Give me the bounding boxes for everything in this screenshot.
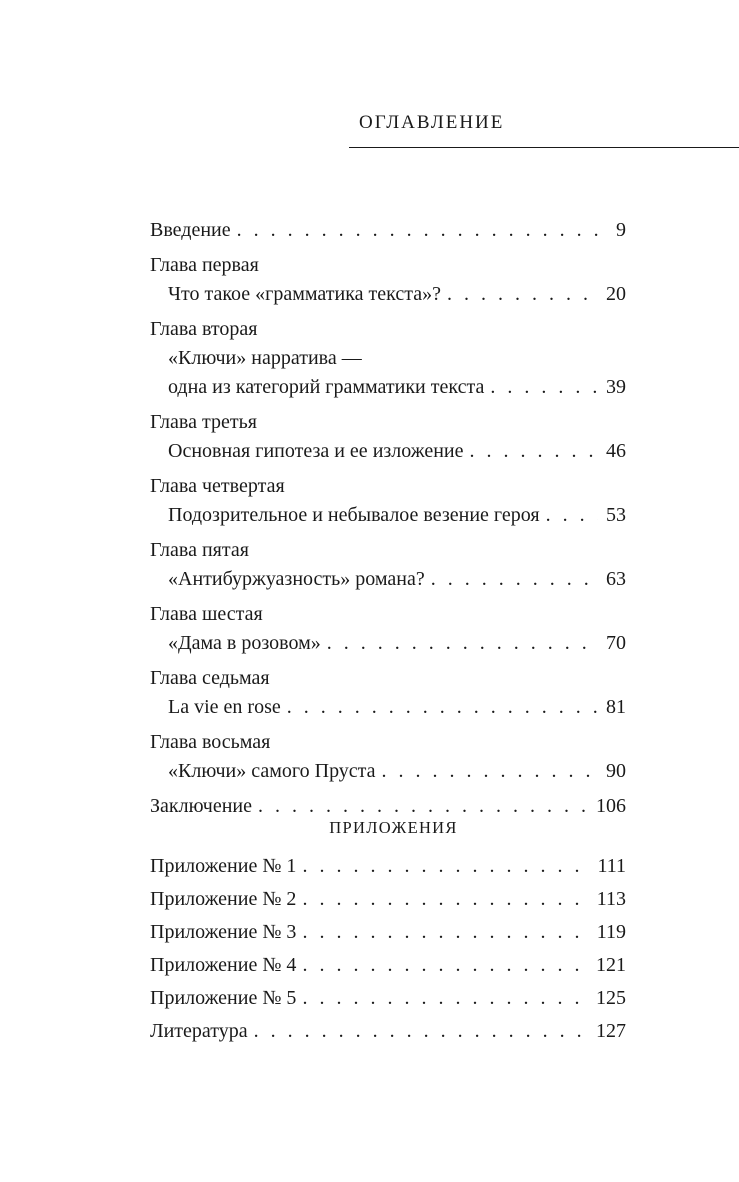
toc-entry-chapter-6[interactable] xyxy=(150,600,626,658)
appendix-title: Приложение № 5 xyxy=(150,987,297,1009)
appendix-heading: ПРИЛОЖЕНИЯ xyxy=(329,818,458,837)
toc-page-number: 63 xyxy=(606,568,626,590)
appendix-title: Литература xyxy=(150,1020,248,1042)
appendix-title: Приложение № 1 xyxy=(150,855,297,877)
page-title: ОГЛАВЛЕНИЕ xyxy=(359,112,505,133)
toc-page-number: 106 xyxy=(596,795,626,817)
title-rule xyxy=(349,147,739,148)
appendix-page-number: 127 xyxy=(596,1020,626,1042)
dot-leader xyxy=(327,629,598,658)
appendix-title: Приложение № 3 xyxy=(150,921,297,943)
toc-chapter-label: Глава седьмая xyxy=(150,667,270,689)
appendix-page-number: 113 xyxy=(596,888,626,910)
dot-leader xyxy=(302,984,584,1013)
toc-chapter-label: Глава третья xyxy=(150,411,257,433)
dot-leader xyxy=(302,852,584,881)
dot-leader xyxy=(302,918,584,947)
dot-leader xyxy=(237,216,598,245)
toc-chapter-label: Глава первая xyxy=(150,254,259,276)
toc-page-number: 81 xyxy=(606,696,626,718)
toc-entry-title: Подозрительное и небывалое везение героя xyxy=(168,504,540,526)
toc-chapter-label: Глава восьмая xyxy=(150,731,271,753)
toc-entry-title: одна из категорий грамматики текста xyxy=(168,376,485,398)
appendix-page-number: 119 xyxy=(596,921,626,943)
table-of-contents xyxy=(150,216,626,827)
toc-entry-title: La vie en rose xyxy=(168,696,281,718)
dot-leader xyxy=(287,693,598,722)
appendix-entry-literature[interactable] xyxy=(150,1017,626,1050)
toc-entry-chapter-2[interactable] xyxy=(150,315,626,402)
toc-page-number: 53 xyxy=(606,504,626,526)
toc-entry-chapter-4[interactable] xyxy=(150,472,626,530)
toc-entry-title: Основная гипотеза и ее изложение xyxy=(168,440,464,462)
toc-page-number: 39 xyxy=(606,376,626,398)
dot-leader xyxy=(490,373,598,402)
toc-entry-chapter-5[interactable] xyxy=(150,536,626,594)
toc-entry-chapter-8[interactable] xyxy=(150,728,626,786)
toc-page-number: 70 xyxy=(606,632,626,654)
toc-entry-title: «Антибуржуазность» романа? xyxy=(168,568,425,590)
dot-leader xyxy=(258,792,590,821)
dot-leader xyxy=(546,501,598,530)
dot-leader xyxy=(470,437,599,466)
toc-chapter-label: Глава вторая xyxy=(150,318,258,340)
appendix-page-number: 121 xyxy=(596,954,626,976)
appendix-entry-4[interactable] xyxy=(150,951,626,984)
dot-leader xyxy=(447,280,598,309)
appendix-title: Приложение № 2 xyxy=(150,888,297,910)
toc-entry-conclusion[interactable] xyxy=(150,792,626,821)
toc-entry-title: Заключение xyxy=(150,795,252,817)
appendix-entry-2[interactable] xyxy=(150,885,626,918)
toc-chapter-label: Глава шестая xyxy=(150,603,263,625)
dot-leader xyxy=(382,757,598,786)
toc-entry-chapter-1[interactable] xyxy=(150,251,626,309)
dot-leader xyxy=(254,1017,584,1046)
appendix-page-number: 125 xyxy=(596,987,626,1009)
toc-page-number: 9 xyxy=(616,219,626,241)
appendix-entry-5[interactable] xyxy=(150,984,626,1017)
toc-page-number: 20 xyxy=(606,283,626,305)
toc-chapter-label: Глава четвертая xyxy=(150,475,285,497)
dot-leader xyxy=(431,565,598,594)
appendix-entry-3[interactable] xyxy=(150,918,626,951)
toc-entry-title: Введение xyxy=(150,219,231,241)
toc-entry-title: Что такое «грамматика текста»? xyxy=(168,283,441,305)
appendix-list xyxy=(150,852,626,1050)
appendix-page-number: 111 xyxy=(597,855,626,877)
toc-entry-chapter-7[interactable] xyxy=(150,664,626,722)
toc-entry-title: «Дама в розовом» xyxy=(168,632,321,654)
toc-chapter-label: Глава пятая xyxy=(150,539,249,561)
toc-page-number: 46 xyxy=(606,440,626,462)
dot-leader xyxy=(302,885,584,914)
toc-entry-title: «Ключи» самого Пруста xyxy=(168,760,376,782)
appendix-title: Приложение № 4 xyxy=(150,954,297,976)
toc-entry-introduction[interactable] xyxy=(150,216,626,245)
toc-entry-title: «Ключи» нарратива — xyxy=(168,347,362,369)
toc-page-number: 90 xyxy=(606,760,626,782)
dot-leader xyxy=(302,951,584,980)
toc-entry-chapter-3[interactable] xyxy=(150,408,626,466)
appendix-entry-1[interactable] xyxy=(150,852,626,885)
